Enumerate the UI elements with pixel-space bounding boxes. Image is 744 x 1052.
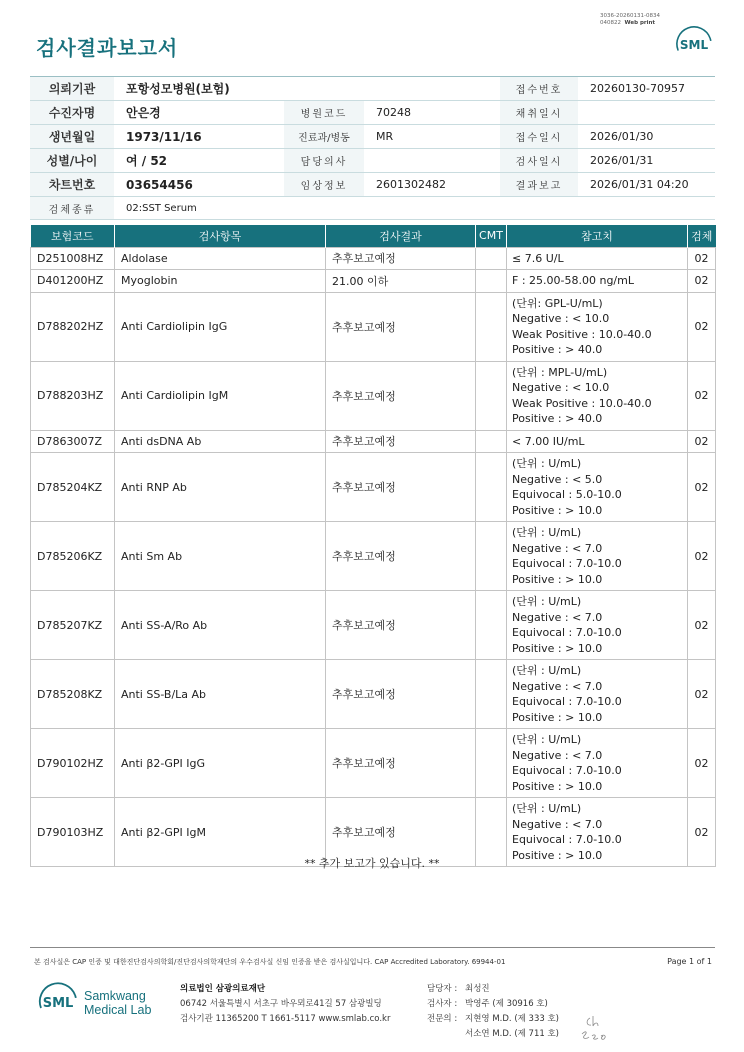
sml-logo-text: SML [679, 38, 709, 52]
staff-key: 검사자 : [427, 999, 458, 1009]
hospital-code-label: 병원코드 [284, 101, 364, 124]
table-row [31, 591, 716, 660]
result-cell: 추후보고예정 [326, 729, 476, 798]
result-cell: 추후보고예정 [326, 430, 476, 453]
reference-cell [507, 270, 688, 293]
page-number: Page 1 of 1 [667, 957, 712, 966]
reference-line: < 7.00 IU/mL [512, 434, 585, 448]
table-row [31, 270, 716, 293]
reference-line: Equivocal : 7.0-10.0 [512, 626, 622, 639]
table-row [31, 292, 716, 361]
cmt-cell [476, 292, 507, 361]
reference-cell [507, 660, 688, 729]
reference-line: Negative : < 7.0 [512, 541, 603, 555]
info-row [30, 77, 715, 101]
specimen-cell: 02 [688, 361, 716, 430]
reference-line: Equivocal : 7.0-10.0 [512, 833, 622, 846]
reference-line: (단위 : MPL-U/mL) [512, 365, 608, 379]
reference-cell [507, 292, 688, 361]
item-cell: Anti β2-GPI IgG [115, 729, 326, 798]
result-cell: 추후보고예정 [326, 453, 476, 522]
staff-value: 지현영 M.D. (제 333 호) [465, 1014, 560, 1024]
results-table [30, 225, 716, 867]
result-cell: 추후보고예정 [326, 660, 476, 729]
item-cell: Anti dsDNA Ab [115, 430, 326, 453]
info-row [30, 173, 715, 197]
item-cell: Anti Sm Ab [115, 522, 326, 591]
specimen-cell: 02 [688, 247, 716, 270]
specimen-label: 검체종류 [30, 197, 114, 219]
collect-date-label: 채취일시 [500, 101, 578, 124]
header-code: 보험코드 [31, 225, 115, 247]
reference-line: Equivocal : 7.0-10.0 [512, 764, 622, 777]
signature-mark [580, 1010, 614, 1042]
reference-line: (단위 : U/mL) [512, 733, 582, 746]
cmt-cell [476, 660, 507, 729]
sml-logo [674, 24, 714, 64]
item-cell: Anti SS-B/La Ab [115, 660, 326, 729]
clinical-value: 2601302482 [376, 178, 446, 191]
test-date-label: 검사일시 [500, 149, 578, 172]
sex-age-label: 성별/나이 [30, 149, 114, 172]
clinical-label: 임상정보 [284, 173, 364, 196]
item-cell: Myoglobin [115, 270, 326, 293]
test-date-value: 2026/01/31 [590, 154, 654, 167]
result-cell: 추후보고예정 [326, 591, 476, 660]
cmt-cell [476, 591, 507, 660]
reference-cell [507, 453, 688, 522]
specimen-value: 02:SST Serum [126, 202, 197, 214]
code-cell: D790103HZ [31, 798, 115, 867]
web-print-label: Web print [624, 20, 656, 26]
reference-line: (단위 : U/mL) [512, 457, 582, 470]
reference-line: F : 25.00-58.00 ng/mL [512, 274, 634, 287]
cmt-cell [476, 361, 507, 430]
staff-value: 최성진 [465, 984, 490, 994]
doctor-label: 담당의사 [284, 149, 364, 172]
info-row [30, 197, 715, 220]
dept-value: MR [376, 130, 394, 143]
org-name: 의료법인 삼광의료재단 [180, 984, 266, 994]
page-title: 검사결과보고서 [36, 36, 179, 60]
reference-line: (단위 : U/mL) [512, 664, 582, 677]
result-cell: 추후보고예정 [326, 361, 476, 430]
cmt-cell [476, 522, 507, 591]
staff-key: 전문의 : [427, 1014, 458, 1024]
specimen-cell: 02 [688, 430, 716, 453]
reference-line: Negative : < 7.0 [512, 610, 603, 624]
table-row [31, 522, 716, 591]
print-code: 3036-20260131-0834 [600, 13, 660, 19]
print-meta [600, 13, 660, 27]
specimen-cell: 02 [688, 522, 716, 591]
reference-line: Positive : > 10.0 [512, 779, 603, 793]
reference-cell [507, 729, 688, 798]
info-row [30, 101, 715, 125]
header-ref: 참고치 [507, 225, 688, 247]
reference-line: (단위 : U/mL) [512, 526, 582, 539]
specimen-cell: 02 [688, 292, 716, 361]
receipt-no-value: 20260130-70957 [590, 82, 685, 95]
item-cell: Anti SS-A/Ro Ab [115, 591, 326, 660]
patient-label: 수진자명 [30, 101, 114, 124]
reference-line: Positive : > 10.0 [512, 710, 603, 724]
code-cell: D785208KZ [31, 660, 115, 729]
requester-label: 의뢰기관 [30, 77, 114, 100]
item-cell: Anti Cardiolipin IgG [115, 292, 326, 361]
chart-label: 차트번호 [30, 173, 114, 196]
result-cell: 추후보고예정 [326, 292, 476, 361]
reference-line: Positive : > 40.0 [512, 412, 603, 425]
birth-value: 1973/11/16 [126, 129, 202, 144]
table-header-row [31, 225, 716, 247]
org-address: 06742 서울특별시 서초구 바우뫼로41길 57 삼광빌딩 [180, 999, 382, 1009]
brand-line-1: Samkwang [84, 989, 146, 1003]
reference-line: Weak Positive : 10.0-40.0 [512, 327, 652, 341]
sex-age-value: 여 / 52 [126, 154, 168, 168]
collect-date-value [578, 101, 715, 124]
table-row [31, 453, 716, 522]
header-item: 검사항목 [115, 225, 326, 247]
org-contact: 검사기관 11365200 T 1661-5117 www.smlab.co.kr [180, 1014, 391, 1024]
reference-line: Positive : > 40.0 [512, 343, 603, 356]
certification-note: 본 검사실은 CAP 인증 및 대한진단검사의학회/진단검사의학재단의 우수검사실 신임 인증을 받은 검사실입니다. CAP Accredited Laboratory. 69944-01 [34, 958, 506, 966]
header-spec: 검체 [688, 225, 716, 247]
code-cell: D788203HZ [31, 361, 115, 430]
specimen-cell: 02 [688, 453, 716, 522]
specimen-cell: 02 [688, 591, 716, 660]
reference-cell [507, 430, 688, 453]
staff-list [427, 982, 559, 1042]
specimen-cell: 02 [688, 660, 716, 729]
dept-label: 진료과/병동 [284, 125, 364, 148]
samkwang-logo-text: SML [42, 996, 74, 1011]
code-cell: D790102HZ [31, 729, 115, 798]
reference-line: Equivocal : 5.0-10.0 [512, 488, 622, 501]
reference-cell [507, 522, 688, 591]
reference-line: (단위 : U/mL) [512, 595, 582, 608]
item-cell: Anti Cardiolipin IgM [115, 361, 326, 430]
item-cell: Anti β2-GPI IgM [115, 798, 326, 867]
reference-line: Weak Positive : 10.0-40.0 [512, 396, 652, 410]
code-cell: D7863007Z [31, 430, 115, 453]
doctor-value [364, 149, 500, 172]
code-cell: D401200HZ [31, 270, 115, 293]
reference-line: Equivocal : 7.0-10.0 [512, 695, 622, 708]
report-value: 2026/01/31 04:20 [590, 178, 689, 191]
reference-line: Positive : > 10.0 [512, 503, 603, 517]
info-row [30, 125, 715, 149]
print-code-2: 040822 [600, 20, 622, 26]
cmt-cell [476, 430, 507, 453]
reference-line: Negative : < 5.0 [512, 472, 603, 486]
reference-line: Negative : < 10.0 [512, 312, 610, 325]
cmt-cell [476, 453, 507, 522]
reference-line: Negative : < 7.0 [512, 817, 603, 831]
reference-line: Positive : > 10.0 [512, 848, 603, 862]
staff-value: 서소연 M.D. (제 711 호) [465, 1029, 560, 1039]
code-cell: D788202HZ [31, 292, 115, 361]
cmt-cell [476, 270, 507, 293]
reference-line: Negative : < 7.0 [512, 679, 603, 693]
code-cell: D251008HZ [31, 247, 115, 270]
reference-line: Equivocal : 7.0-10.0 [512, 557, 622, 570]
table-row [31, 247, 716, 270]
footer-divider [30, 947, 715, 948]
additional-report-note: ** 추가 보고가 있습니다. ** [304, 857, 440, 870]
reference-line: Negative : < 7.0 [512, 748, 603, 762]
brand-name [84, 989, 151, 1017]
specimen-cell: 02 [688, 270, 716, 293]
result-cell: 추후보고예정 [326, 247, 476, 270]
staff-key: 담당자 : [427, 984, 458, 994]
result-cell: 추후보고예정 [326, 522, 476, 591]
reference-line: Negative : < 10.0 [512, 381, 610, 394]
chart-value: 03654456 [126, 177, 193, 192]
table-row [31, 729, 716, 798]
specimen-cell: 02 [688, 798, 716, 867]
result-cell: 추후보고예정 [326, 798, 476, 867]
code-cell: D785204KZ [31, 453, 115, 522]
samkwang-logo [36, 980, 80, 1024]
reference-line: (단위 : U/mL) [512, 802, 582, 815]
cmt-cell [476, 729, 507, 798]
table-row [31, 660, 716, 729]
hospital-code-value: 70248 [376, 106, 411, 119]
reference-cell [507, 247, 688, 270]
result-cell: 21.00 이하 [326, 270, 476, 293]
reference-line: Positive : > 10.0 [512, 572, 603, 586]
receipt-date-label: 접수일시 [500, 125, 578, 148]
cmt-cell [476, 247, 507, 270]
item-cell: Aldolase [115, 247, 326, 270]
brand-line-2: Medical Lab [84, 1003, 152, 1017]
receipt-no-label: 접수번호 [500, 77, 578, 100]
info-row [30, 149, 715, 173]
staff-key [427, 1027, 465, 1042]
specimen-cell: 02 [688, 729, 716, 798]
requester-value: 포항성모병원(보험) [126, 82, 230, 96]
code-cell: D785206KZ [31, 522, 115, 591]
patient-info-grid [30, 76, 715, 220]
item-cell: Anti RNP Ab [115, 453, 326, 522]
reference-line: (단위: GPL-U/mL) [512, 296, 603, 310]
receipt-date-value: 2026/01/30 [590, 130, 654, 143]
table-row [31, 430, 716, 453]
header-cmt: CMT [476, 225, 507, 247]
table-row [31, 361, 716, 430]
reference-cell [507, 361, 688, 430]
report-label: 결과보고 [500, 173, 578, 196]
code-cell: D785207KZ [31, 591, 115, 660]
patient-value: 안은경 [126, 106, 161, 120]
birth-label: 생년월일 [30, 125, 114, 148]
header-result: 검사결과 [326, 225, 476, 247]
reference-line: ≤ 7.6 U/L [512, 251, 564, 265]
staff-value: 박영주 (제 30916 호) [465, 999, 548, 1009]
reference-cell [507, 591, 688, 660]
organization-info [180, 982, 390, 1027]
reference-line: Positive : > 10.0 [512, 641, 603, 655]
